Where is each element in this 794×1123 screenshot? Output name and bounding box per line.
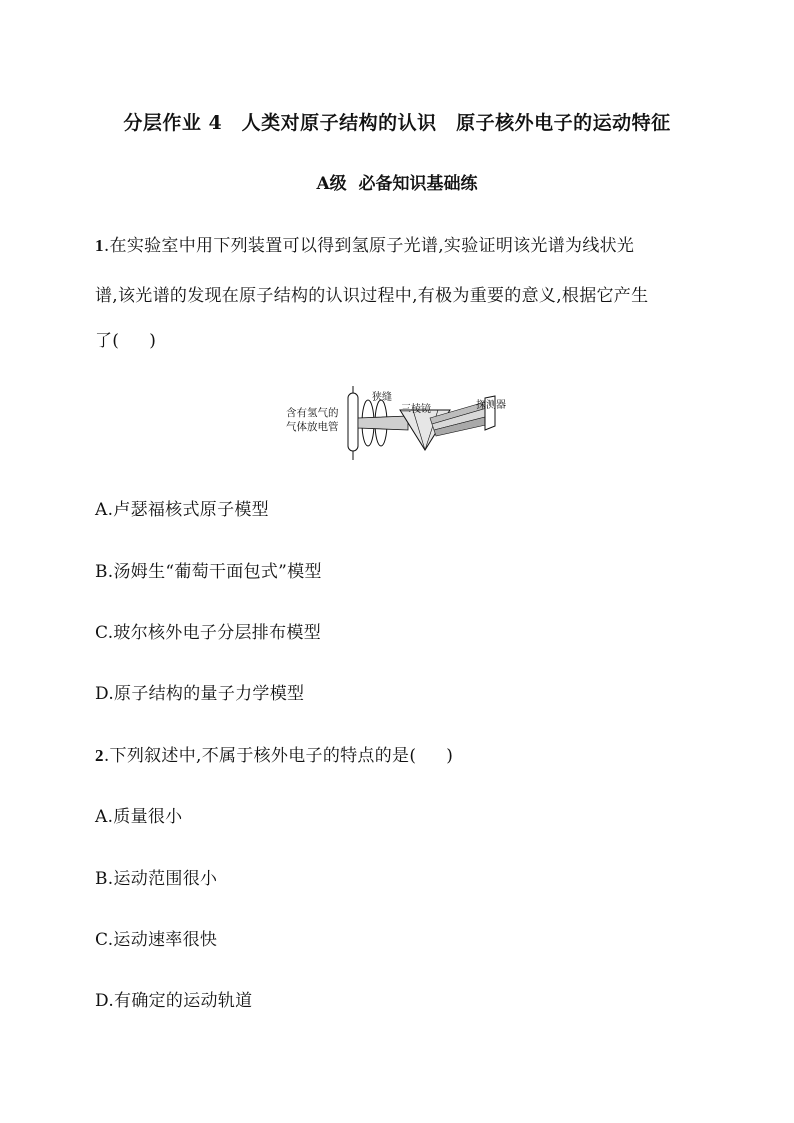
question-1-option-d: D.原子结构的量子力学模型	[95, 684, 305, 704]
question-2-option-c: C.运动速率很快	[95, 930, 218, 950]
light-beam	[358, 416, 408, 430]
spectroscope-figure	[280, 380, 520, 470]
question-2-stem	[95, 744, 715, 768]
question-2-text-a: .下列叙述中,不属于核外电子的特点的是(	[103, 746, 417, 766]
question-1-number: 1	[95, 236, 104, 255]
question-2-number: 2	[95, 746, 104, 765]
question-1-stem-line-1	[95, 234, 715, 258]
question-2-option-a: A.质量很小	[95, 807, 183, 827]
figure-label-tube-1: 含有氢气的	[286, 407, 339, 419]
question-1-option-b: B.汤姆生“葡萄干面包式”模型	[95, 562, 322, 582]
figure-label-tube-2: 气体放电管	[286, 421, 339, 433]
discharge-tube	[348, 386, 358, 460]
figure-label-slit: 狭缝	[372, 392, 392, 403]
question-1-stem-line-3	[95, 329, 715, 353]
section-level-heading: A级 必备知识基础练	[316, 174, 478, 194]
question-2-option-b: B.运动范围很小	[95, 869, 218, 889]
question-1-text-1: .在实验室中用下列装置可以得到氢原子光谱,实验证明该光谱为线状光	[103, 236, 635, 256]
figure-label-prism: 三棱镜	[401, 404, 431, 415]
question-1-text-3b: )	[149, 331, 157, 351]
figure-label-detector: 探测器	[476, 400, 506, 411]
question-1-option-c: C.玻尔核外电子分层排布模型	[95, 623, 322, 643]
page-title: 分层作业 4 人类对原子结构的认识 原子核外电子的运动特征	[123, 112, 671, 134]
question-1-text-3a: 了(	[95, 331, 120, 351]
question-1-option-a: A.卢瑟福核式原子模型	[95, 500, 269, 520]
question-1-stem-line-2: 谱,该光谱的发现在原子结构的认识过程中,有极为重要的意义,根据它产生	[95, 286, 649, 306]
question-2-option-d: D.有确定的运动轨道	[95, 991, 253, 1011]
question-2-text-b: )	[446, 746, 454, 766]
